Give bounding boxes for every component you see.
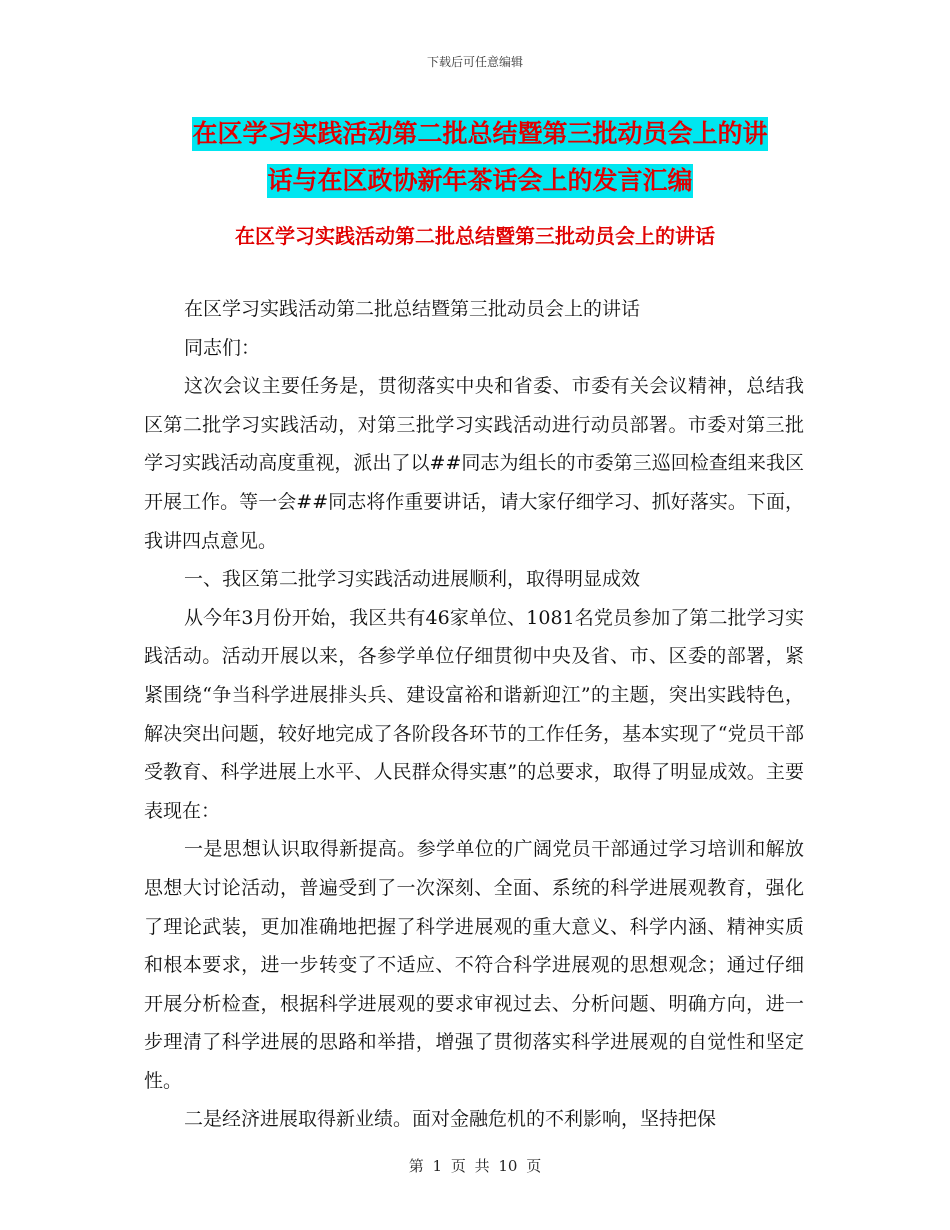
title-line-1-text: 在区学习实践活动第二批总结暨第三批动员会上的讲 (192, 117, 767, 151)
document-title (130, 110, 830, 204)
paragraph-point-1: 一是思想认识取得新提高。参学单位的广阔党员干部通过学习培训和解放思想大讨论活动，普遍受到了一次深刻、全面、系统的科学进展观教育，强化了理论武装，更加准确地把握了科学进展观的重大意义、科学内涵、精神实质和根本要求，进一步转变了不适应、不符合科学进展观的思想观念；通过仔细开展分析检查，根据科学进展观的要求审视过去、分析问题、明确方向，进一步理清了科学进展的思路和举措，增强了贯彻落实科学进展观的自觉性和坚定性。 (144, 838, 804, 1092)
paragraph-intro: 这次会议主要任务是，贯彻落实中央和省委、市委有关会议精神，总结我区第二批学习实践活动，对第三批学习实践活动进行动员部署。市委对第三批学习实践活动高度重视，派出了以##同志为组长的市委第三巡回检查组来我区开展工作。等一会##同志将作重要讲话，请大家仔细学习、抓好落实。下面，我讲四点意见。 (144, 375, 804, 552)
title-line-2 (130, 157, 830, 204)
title-line-2-text: 话与在区政协新年茶话会上的发言汇编 (267, 164, 692, 198)
paragraph-point-2: 二是经济进展取得新业绩。面对金融危机的不利影响，坚持把保 (184, 1108, 717, 1131)
header-note: 下载后可任意编辑 (426, 55, 523, 69)
section-title: 在区学习实践活动第二批总结暨第三批动员会上的讲话 (235, 224, 715, 248)
paragraph-subtitle: 在区学习实践活动第二批总结暨第三批动员会上的讲话 (184, 298, 641, 320)
title-line-1 (130, 110, 830, 157)
body-text (144, 290, 804, 1139)
paragraph-salutation: 同志们： (184, 336, 261, 359)
paragraph-heading-1: 一、我区第二批学习实践活动进展顺利，取得明显成效 (184, 568, 641, 591)
page-number: 第 1 页 共 10 页 (408, 1157, 542, 1175)
paragraph-overview: 从今年3月份开始，我区共有46家单位、1081名党员参加了第二批学习实践活动。活动开展以来，各参学单位仔细贯彻中央及省、市、区委的部署，紧紧围绕“争当科学进展排头兵、建设富裕和谐新迎江”的主题，突出实践特色，解决突出问题，较好地完成了各阶段各环节的工作任务，基本实现了“党员干部受教育、科学进展上水平、人民群众得实惠”的总要求，取得了明显成效。主要表现在： (144, 606, 804, 822)
